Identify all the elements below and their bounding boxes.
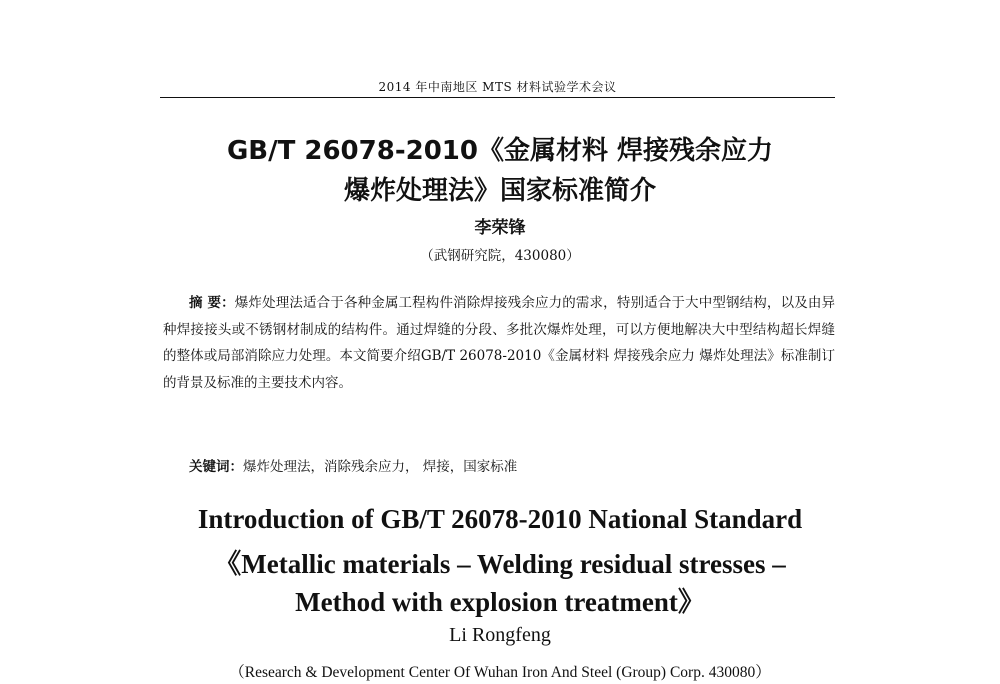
english-affiliation: （Research & Development Center Of Wuhan Iron And Steel (Group) Corp. 430080） — [229, 664, 771, 681]
conference-header: 2014 年中南地区 MTS 材料试验学术会议 — [378, 80, 617, 94]
english-title-line-1: Introduction of GB/T 26078-2010 National Standard — [197, 504, 803, 534]
abstract-text: 爆炸处理法适合于各种金属工程构件消除焊接残余应力的需求，特别适合于大中型钢结构，以及由异种焊接接头或不锈钢材制成的结构件。通过焊缝的分段、多批次爆炸处理，可以方便地解决大中型结构超长焊缝的整体或局部消除应力处理。本文简要介绍GB/T 26078-2010《金属材料 焊接残余应力 爆炸处理法》标准制订的背景及标准的主要技术内容。 — [163, 295, 835, 391]
english-title-line-2: 《Metallic materials – Welding residual stresses – — [214, 549, 786, 579]
abstract-label: 摘 要： — [189, 295, 235, 311]
chinese-author: 李荣锋 — [474, 218, 526, 238]
chinese-title-line-1: GB/T 26078-2010《金属材料 焊接残余应力 — [226, 136, 774, 166]
chinese-affiliation: （武钢研究院，430080） — [420, 248, 580, 264]
keywords-label: 关键词： — [189, 459, 243, 475]
chinese-abstract — [163, 290, 835, 396]
keywords-text: 爆炸处理法，消除残余应力， 焊接，国家标准 — [243, 459, 518, 475]
english-title-line-3: Method with explosion treatment》 — [295, 587, 705, 617]
chinese-keywords — [189, 455, 829, 475]
english-author: Li Rongfeng — [449, 624, 551, 646]
chinese-title-line-2: 爆炸处理法》国家标准简介 — [343, 176, 656, 206]
header-rule — [160, 97, 835, 98]
